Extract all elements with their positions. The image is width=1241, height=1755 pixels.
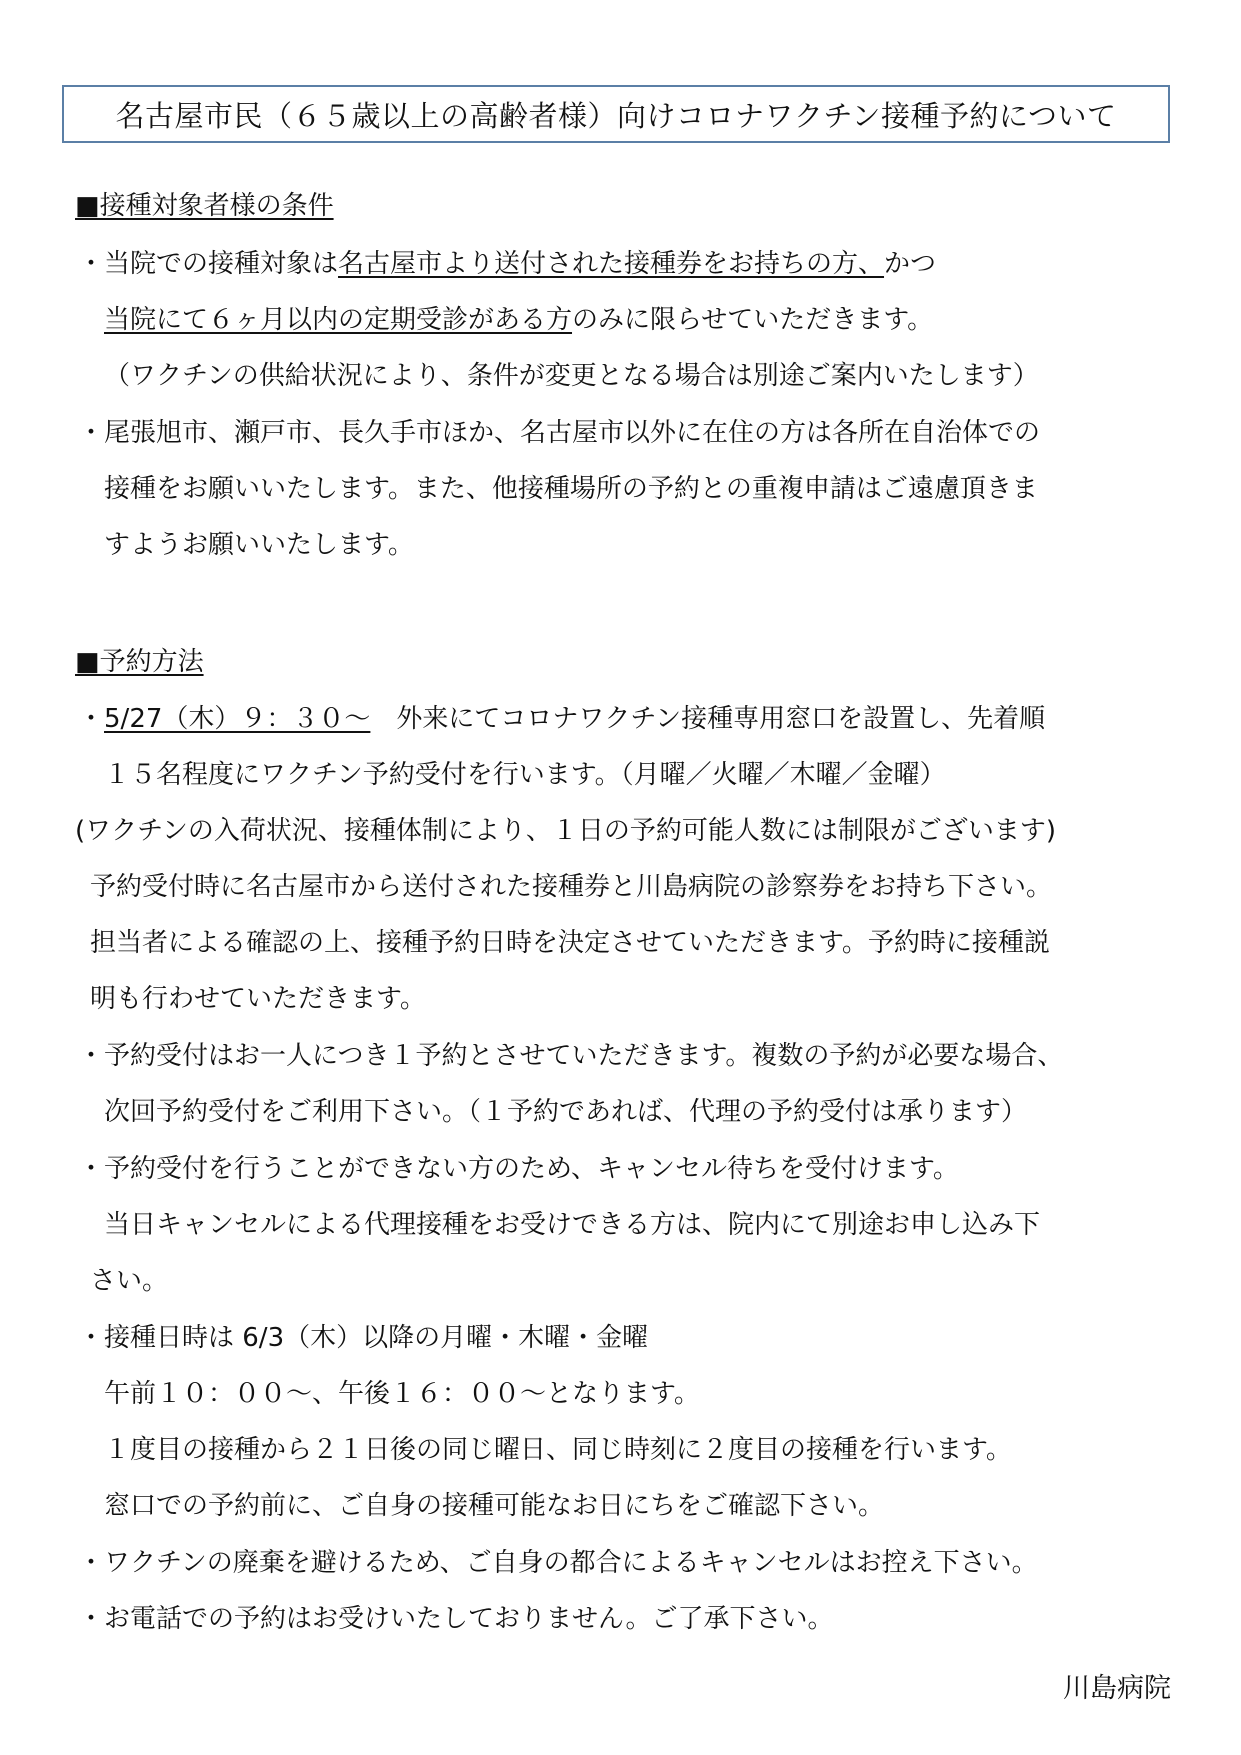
- underlined-condition-1: 名古屋市より送付された接種券をお持ちの方、: [338, 249, 885, 279]
- eligibility-bullet-2-line-1: ・尾張旭市、瀬戸市、長久手市ほか、名古屋市以外に在住の方は各所在自治体での: [78, 418, 1041, 448]
- signature: 川島病院: [1063, 1673, 1171, 1704]
- reservation-bullet-1-line-4: 予約受付時に名古屋市から送付された接種券と川島病院の診察券をお持ち下さい。: [90, 872, 1053, 902]
- reservation-bullet-6: ・お電話での予約はお受けいたしておりません。ご了承下さい。: [78, 1604, 834, 1634]
- underlined-condition-2: 当院にて６ヶ月以内の定期受診がある方: [104, 305, 573, 335]
- reservation-bullet-1-line-3: (ワクチンの入荷状況、接種体制により、１日の予約可能人数には制限がございます): [75, 816, 1056, 846]
- text-segment: のみに限らせていただきます。: [572, 305, 934, 335]
- reservation-bullet-1-line-1: [78, 702, 1045, 736]
- reservation-bullet-4-line-3: １度目の接種から２１日後の同じ曜日、同じ時刻に２度目の接種を行います。: [104, 1435, 1012, 1465]
- reservation-bullet-5: ・ワクチンの廃棄を避けるため、ご自身の都合によるキャンセルはお控え下さい。: [78, 1548, 1038, 1578]
- reservation-bullet-4-line-2: 午前１０：００～、午後１６：００～となります。: [104, 1379, 700, 1409]
- reservation-bullet-1-line-6: 明も行わせていただきます。: [90, 984, 426, 1014]
- reservation-bullet-4-line-1: ・接種日時は 6/3（木）以降の月曜・木曜・金曜: [78, 1323, 649, 1353]
- section-heading-reservation: ■予約方法: [75, 647, 204, 677]
- eligibility-bullet-1-line-1: [78, 247, 936, 281]
- page-title: 名古屋市民（６５歳以上の高齢者様）向けコロナワクチン接種予約について: [62, 85, 1170, 143]
- text-segment: ・当院での接種対象は: [78, 249, 339, 279]
- eligibility-bullet-2-line-2: 接種をお願いいたします。また、他接種場所の予約との重複申請はご遠慮頂きま: [104, 474, 1038, 504]
- reservation-bullet-1-line-2: １５名程度にワクチン予約受付を行います。（月曜／火曜／木曜／金曜）: [104, 760, 946, 790]
- start-date: 5/27（木）９：３０～: [104, 704, 371, 734]
- text-segment: かつ: [884, 249, 937, 279]
- eligibility-note: （ワクチンの供給状況により、条件が変更となる場合は別途ご案内いたします）: [104, 361, 1039, 391]
- reservation-bullet-3-line-2: 当日キャンセルによる代理接種をお受けできる方は、院内にて別途お申し込み下: [104, 1210, 1041, 1240]
- reservation-bullet-1-line-5: 担当者による確認の上、接種予約日時を決定させていただきます。予約時に接種説: [90, 928, 1050, 958]
- reservation-bullet-3-line-1: ・予約受付を行うことができない方のため、キャンセル待ちを受付けます。: [78, 1154, 959, 1184]
- reservation-bullet-2-line-1: ・予約受付はお一人につき１予約とさせていただきます。複数の予約が必要な場合、: [78, 1041, 1064, 1071]
- reservation-bullet-3-line-3: さい。: [90, 1266, 169, 1296]
- section-heading-eligibility: ■接種対象者様の条件: [75, 191, 334, 221]
- reservation-bullet-4-line-4: 窓口での予約前に、ご自身の接種可能なお日にちをご確認下さい。: [104, 1491, 885, 1521]
- reservation-bullet-2-line-2: 次回予約受付をご利用下さい。（１予約であれば、代理の予約受付は承ります）: [104, 1097, 1028, 1127]
- bullet: ・: [78, 704, 105, 734]
- eligibility-bullet-2-line-3: すようお願いいたします。: [104, 530, 414, 560]
- text-segment: 外来にてコロナワクチン接種専用窓口を設置し、先着順: [370, 704, 1046, 734]
- eligibility-bullet-1-line-2: [104, 303, 933, 337]
